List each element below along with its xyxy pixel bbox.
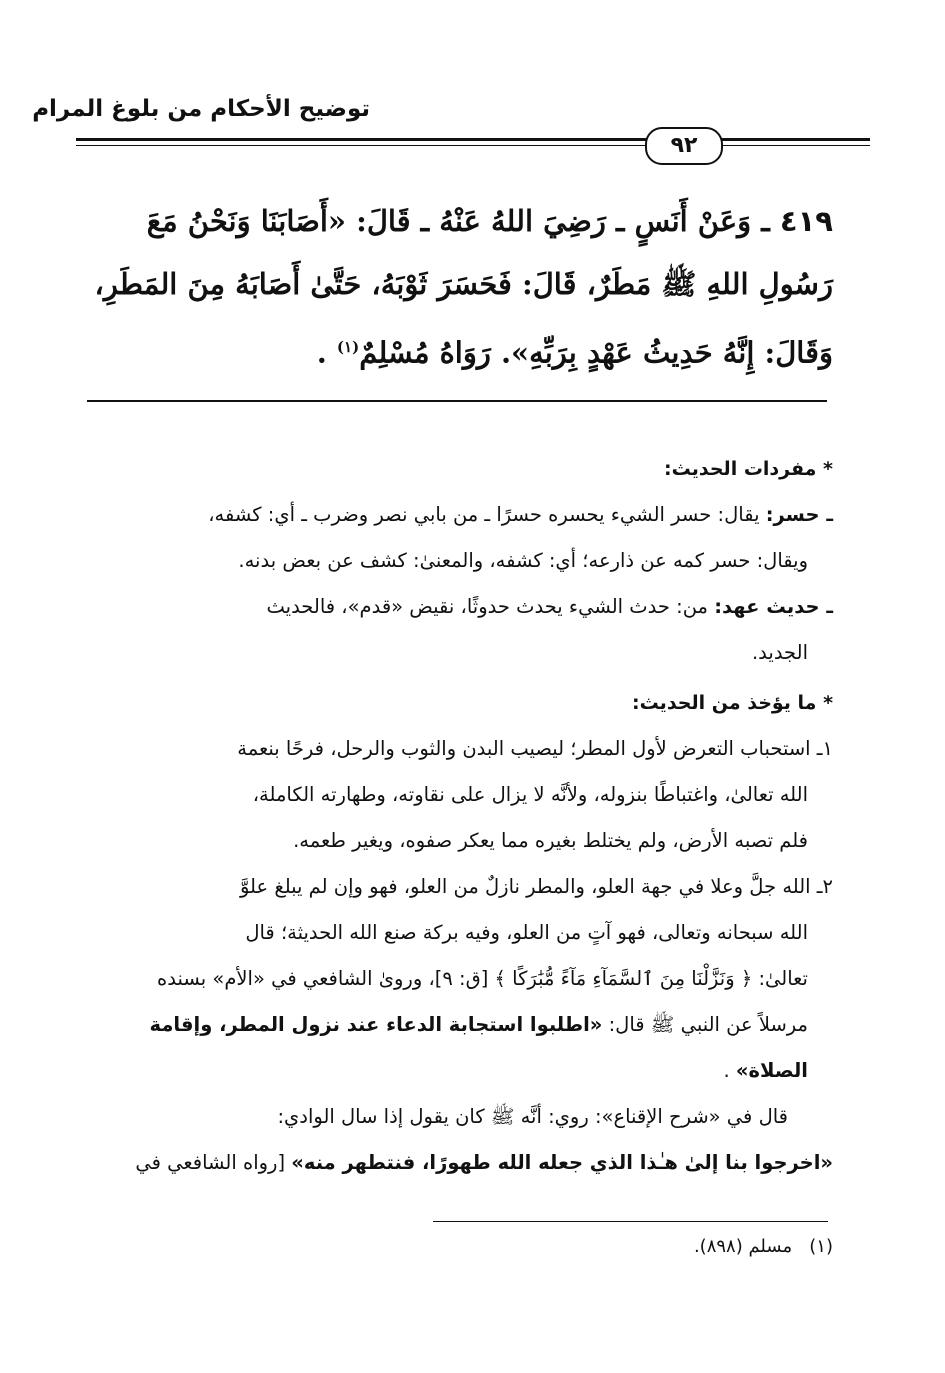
header-rule-right-thin: [720, 145, 870, 146]
lesson-2-line-5: الصلاة» .: [723, 1059, 808, 1082]
vocab-term: ـ حديث عهد:: [714, 595, 833, 618]
book-title: توضيح الأحكام من بلوغ المرام: [32, 96, 370, 122]
hadith-line-1: ٤١٩ ـ وَعَنْ أَنَسٍ ـ رَضِيَ اللهُ عَنْهُ ـ قَالَ: «أَصَابَنَا وَنَحْنُ مَعَ: [146, 204, 833, 238]
section-divider: [87, 400, 827, 402]
lessons-heading: * ما يؤخذ من الحديث:: [631, 692, 833, 714]
footnote-text: مسلم (٨٩٨).: [693, 1236, 793, 1257]
header-rule-left: [76, 138, 646, 141]
paragraph-line-1: قال في «شرح الإقناع»: روي: أنَّه ﷺ كان يقول إذا سال الوادي:: [277, 1105, 788, 1128]
lesson-1-line-3: فلم تصبه الأرض، ولم يختلط بغيره مما يعكر صفوه، ويغير طعمه.: [293, 829, 808, 852]
lesson-1-line-2: الله تعالىٰ، واغتباطًا بنزوله، ولأنَّه لا يزال على نقاوته، وطهارته الكاملة،: [252, 783, 808, 806]
vocab-item-1-line-1: ـ حسر: يقال: حسر الشيء يحسره حسرًا ـ من بابي نصر وضرب ـ أي: كشفه،: [208, 503, 833, 526]
lesson-2-line-2: الله سبحانه وتعالى، فهو آتٍ من العلو، وفيه بركة صنع الله الحديثة؛ قال: [245, 921, 808, 944]
page-number: ٩٢: [645, 127, 723, 165]
vocab-heading: * مفردات الحديث:: [664, 458, 833, 480]
header-rule-left-thin: [76, 145, 646, 146]
lesson-2-line-1: ٢ـ الله جلَّ وعلا في جهة العلو، والمطر نازلٌ من العلو، فهو وإن لم يبلغ علوَّ: [239, 875, 833, 898]
footnote: [70, 1236, 833, 1257]
vocab-item-2-line-1: ـ حديث عهد: من: حدث الشيء يحدث حدوثًا، نقيض «قدم»، فالحديث: [266, 595, 833, 618]
hadith-line-3: وَقَالَ: إِنَّهُ حَدِيثُ عَهْدٍ بِرَبِّهِ». رَوَاهُ مُسْلِمٌ$^{(١)}$ .: [316, 335, 833, 370]
hadith-text: [70, 190, 833, 385]
footnote-rule: [433, 1221, 828, 1222]
lesson-1-line-1: ١ـ استحباب التعرض لأول المطر؛ ليصيب البدن والثوب والرحل، فرحًا بنعمة: [237, 737, 833, 760]
paragraph-line-2: «اخرجوا بنا إلىٰ هـٰذا الذي جعله الله طهورًا، فنتطهر منه» [رواه الشافعي في: [135, 1151, 833, 1174]
lesson-2-line-3: تعالىٰ: ﴿ وَنَزَّلْنَا مِنَ ٱلسَّمَآءِ مَآءً مُّبَٰرَكًا ﴾ [ق: ٩]، وروىٰ الشافعي في «الأم» بسنده: [157, 967, 808, 990]
hadith-line-2: رَسُولِ اللهِ ﷺ مَطَرٌ، قَالَ: فَحَسَرَ ثَوْبَهُ، حَتَّىٰ أَصَابَهُ مِنَ المَطَرِ،: [94, 267, 833, 301]
lessons-section: [70, 680, 833, 1186]
vocab-item-2-line-2: الجديد.: [751, 641, 808, 664]
quoted-hadith: «اطلبوا استجابة الدعاء عند نزول المطر، وإقامة: [149, 1013, 603, 1036]
vocab-item-1-line-2: ويقال: حسر كمه عن ذارعه؛ أي: كشفه، والمعنىٰ: كشف عن بعض بدنه.: [238, 549, 808, 572]
vocab-term: ـ حسر:: [765, 503, 833, 526]
hadith-number: ٤١٩: [779, 204, 833, 238]
footnote-marker: (١): [809, 1236, 833, 1257]
lesson-2-line-4: مرسلاً عن النبي ﷺ قال: «اطلبوا استجابة الدعاء عند نزول المطر، وإقامة: [149, 1013, 808, 1036]
footnote-reference: (١): [336, 338, 360, 356]
vocab-section: [70, 446, 833, 676]
quoted-hadith: «اخرجوا بنا إلىٰ هـٰذا الذي جعله الله طهورًا، فنتطهر منه»: [291, 1151, 833, 1174]
header-rule-right: [720, 138, 870, 141]
